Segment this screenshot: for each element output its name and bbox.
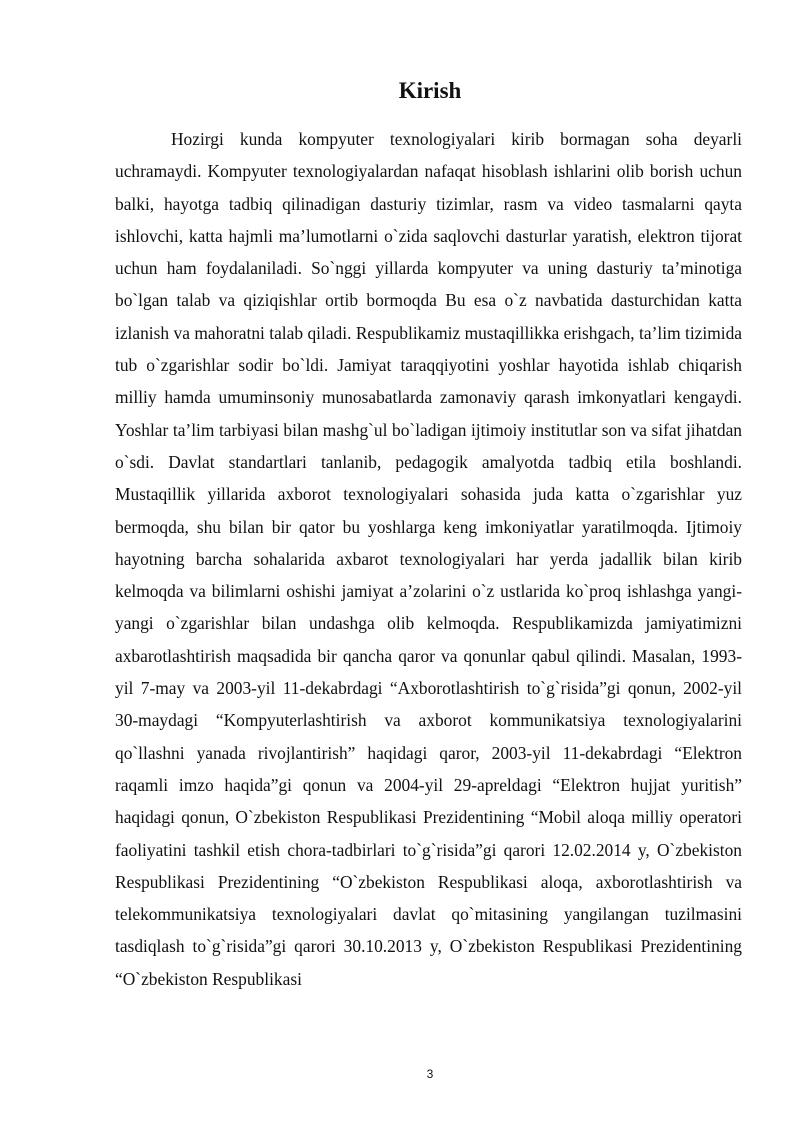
page-number: 3: [426, 1067, 434, 1081]
body-paragraph: Hozirgi kunda kompyuter texnologiyalari kirib bormagan soha deyarli uchramaydi. Kompyuter texnologiyalardan nafaqat hisoblash ishlarini olib borish uchun balki, hayotga tadbiq qilinadigan dasturiy tizimlar, rasm va video tasmalarni qayta ishlovchi, katta hajmli ma’lumotlarni o`zida saqlovchi dasturlar yaratish, elektron tijorat uchun ham foydalaniladi. So`nggi yillarda kompyuter va uning dasturiy ta’minotiga bo`lgan talab va qiziqishlar ortib bormoqda Bu esa o`z navbatida dasturchidan katta izlanish va mahoratni talab qiladi. Respublikamiz mustaqillikka erishgach, ta’lim tizimida tub o`zgarishlar sodir bo`ldi. Jamiyat taraqqiyotini yoshlar hayotida ishlab chiqarish milliy hamda umuminsoniy munosabatlarda zamonaviy qarash imkonyatlari kengaydi. Yoshlar ta’lim tarbiyasi bilan mashg`ul bo`ladigan ijtimoiy institutlar son va sifat jihatdan o`sdi. Davlat standartlari tanlanib, pedagogik amalyotda tadbiq etila boshlandi. Mustaqillik yillarida axborot texnologiyalari sohasida juda katta o`zgarishlar yuz bermoqda, shu bilan bir qator bu yoshlarga keng imkoniyatlar yaratilmoqda. Ijtimoiy hayotning barcha sohalarida axbarot texnologiyalari har yerda jadallik bilan kirib kelmoqda va bilimlarni oshishi jamiyat a’zolarini o`z ustlarida ko`proq ishlashga yangi-yangi o`zgarishlar bilan undashga olib kelmoqda. Respublikamizda jamiyatimizni axbarotlashtirish maqsadida bir qancha qaror va qonunlar qabul qilindi. Masalan, 1993-yil 7-may va 2003-yil 11-dekabrdagi “Axborotlashtirish to`g`risida”gi qonun, 2002-yil 30-maydagi “Kompyuterlashtirish va axborot kommunikatsiya texnologiyalarini qo`llashni yanada rivojlantirish” haqidagi qaror, 2003-yil 11-dekabrdagi “Elektron raqamli imzo haqida”gi qonun va 2004-yil 29-apreldagi “Elektron hujjat yuritish” haqidagi qonun, O`zbekiston Respublikasi Prezidentining “Mobil aloqa milliy operatori faoliyatini tashkil etish chora-tadbirlari to`g`risida”gi qarori 12.02.2014 y, O`zbekiston Respublikasi Prezidentining “O`zbekiston Respublikasi aloqa, axborotlashtirish va telekommunikatsiya texnologiyalari davlat qo`mitasining yangilangan tuzilmasini tasdiqlash to`g`risida”gi qarori 30.10.2013 y, O`zbekiston Respublikasi Prezidentining “O`zbekiston Respublikasi: [115, 129, 742, 989]
page-title: Kirish: [398, 78, 462, 103]
